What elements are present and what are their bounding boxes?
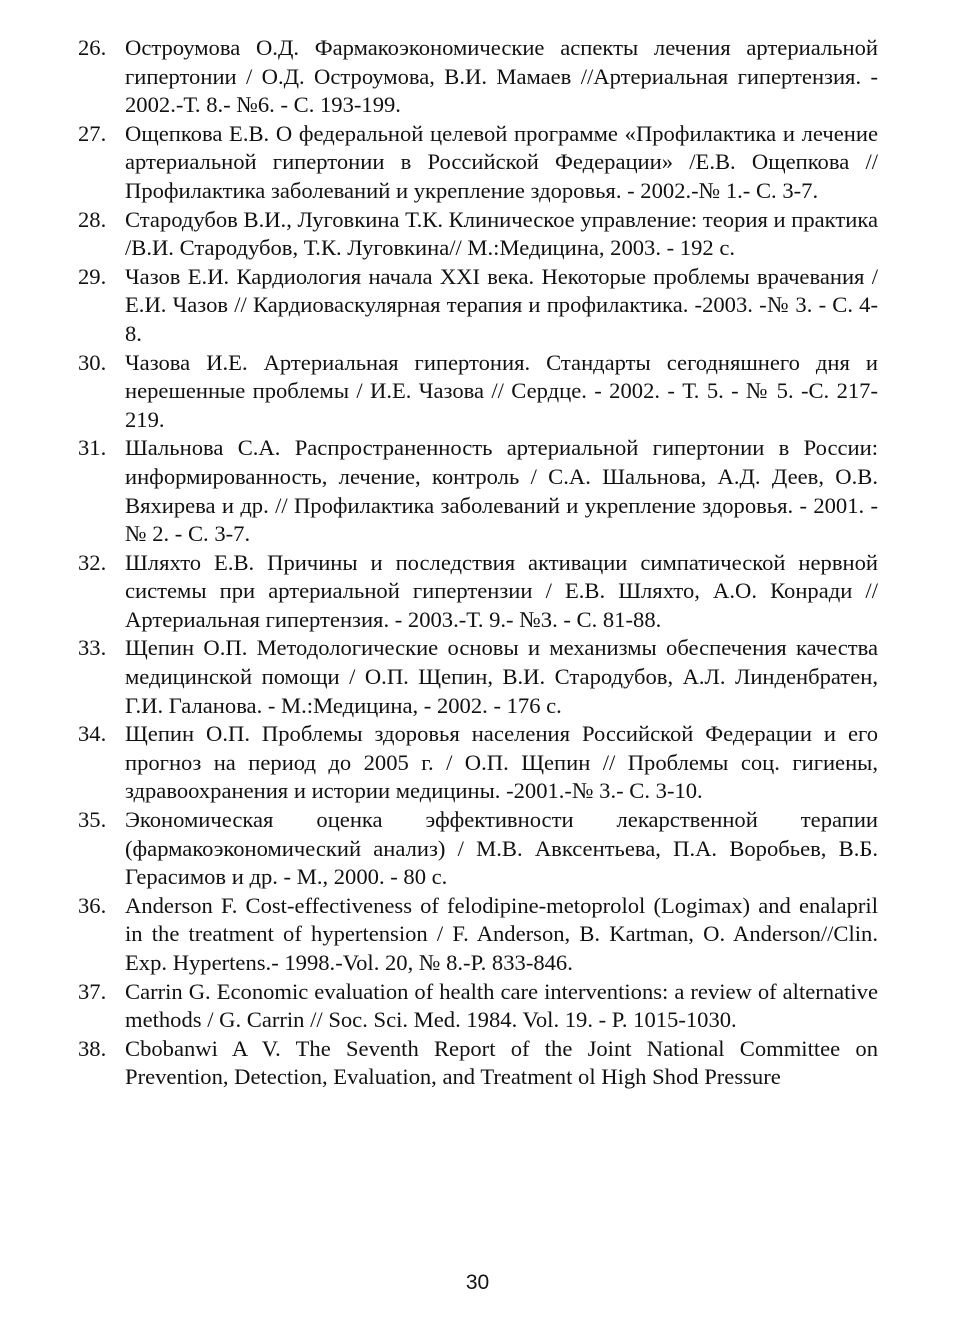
reference-text: Carrin G. Economic evaluation of health care interventions: a review of alternative methods / G. Carrin // Soc. Sci. Med. 1984. Vol. 19. - P. 1015-1030. <box>125 978 878 1033</box>
reference-number: 34. <box>78 721 107 747</box>
reference-number: 27. <box>78 120 107 146</box>
reference-text: Ощепкова Е.В. О федеральной целевой программе «Профилактика и лечение артериальной гипертонии в Российской Федерации» /Е.В. Ощепкова // Профилактика заболеваний и укрепление здоровья. - 2002.-№ 1.- С. 3-7. <box>125 120 878 203</box>
reference-text: Шальнова С.А. Распространенность артериальной гипертонии в России: информированность, лечение, контроль / С.А. Шальнова, А.Д. Деев, О.В. Вяхирева и др. // Профилактика заболеваний и укрепление здоровья. - 2001. - № 2. - С. 3-7. <box>125 435 878 547</box>
reference-item <box>78 434 878 548</box>
reference-item <box>78 120 878 206</box>
reference-number: 38. <box>78 1035 107 1061</box>
reference-item <box>78 206 878 263</box>
reference-text: Шляхто Е.В. Причины и последствия активации симпатической нервной системы при артериальной гипертензии / Е.В. Шляхто, А.О. Конради // Артериальная гипертензия. - 2003.-Т. 9.- №3. - С. 81-88. <box>125 549 878 632</box>
reference-text: Чазов Е.И. Кардиология начала XXI века. Некоторые проблемы врачевания / Е.И. Чазов // Кардиоваскулярная терапия и профилактика. -2003. -№ 3. - С. 4-8. <box>125 263 878 346</box>
reference-item <box>78 978 878 1035</box>
page-number: 30 <box>465 1271 490 1294</box>
reference-item <box>78 634 878 720</box>
reference-item <box>78 263 878 349</box>
reference-number: 33. <box>78 635 107 661</box>
reference-number: 26. <box>78 35 107 60</box>
reference-number: 32. <box>78 549 107 575</box>
reference-number: 37. <box>78 978 107 1004</box>
reference-text: Экономическая оценка эффективности лекарственной терапии (фармакоэкономический анализ) / М.В. Авксентьева, П.А. Воробьев, В.Б. Герасимов и др. - М., 2000. - 80 с. <box>125 807 878 890</box>
reference-item <box>78 549 878 635</box>
reference-number: 36. <box>78 892 107 918</box>
reference-text: Cbobanwi A V. The Seventh Report of the Joint National Committee on Prevention, Detection, Evaluation, and Treatment ol High Shod Pressure <box>125 1035 878 1090</box>
reference-list <box>78 34 878 1092</box>
reference-text: Щепин О.П. Проблемы здоровья населения Российской Федерации и его прогноз на период до 2005 г. / О.П. Щепин // Проблемы соц. гигиены, здравоохранения и истории медицины. -2001.-№ 3.- С. 3-10. <box>125 721 878 804</box>
reference-number: 35. <box>78 807 107 833</box>
reference-item <box>78 720 878 806</box>
reference-number: 28. <box>78 206 107 232</box>
reference-item <box>78 349 878 435</box>
reference-text: Anderson F. Cost-effectiveness of felodipine-metoprolol (Logimax) and enalapril in the treatment of hypertension / F. Anderson, B. Kartman, O. Anderson//Clin. Exp. Hypertens.- 1998.-Vol. 20, № 8.-P. 833-846. <box>125 892 878 975</box>
reference-text: Чазова И.Е. Артериальная гипертония. Стандарты сегодняшнего дня и нерешенные проблемы / И.Е. Чазова // Сердце. - 2002. - Т. 5. - № 5. -С. 217-219. <box>125 349 878 432</box>
reference-item <box>78 1035 878 1092</box>
reference-item <box>78 806 878 892</box>
reference-text: Стародубов В.И., Луговкина Т.К. Клиническое управление: теория и практика /В.И. Стародубов, Т.К. Луговкина// М.:Медицина, 2003. - 192 с. <box>125 206 878 261</box>
reference-number: 30. <box>78 349 107 375</box>
reference-item <box>78 892 878 978</box>
reference-item <box>78 34 878 120</box>
reference-text: Остроумова О.Д. Фармакоэкономические аспекты лечения артериальной гипертонии / О.Д. Остроумова, В.И. Мамаев //Артериальная гипертензия. - 2002.-Т. 8.- №6. - С. 193-199. <box>125 35 878 118</box>
reference-number: 31. <box>78 435 107 461</box>
reference-text: Щепин О.П. Методологические основы и механизмы обеспечения качества медицинской помощи / О.П. Щепин, В.И. Стародубов, А.Л. Линденбратен, Г.И. Галанова. - М.:Медицина, - 2002. - 176 с. <box>125 635 878 718</box>
reference-number: 29. <box>78 263 107 289</box>
